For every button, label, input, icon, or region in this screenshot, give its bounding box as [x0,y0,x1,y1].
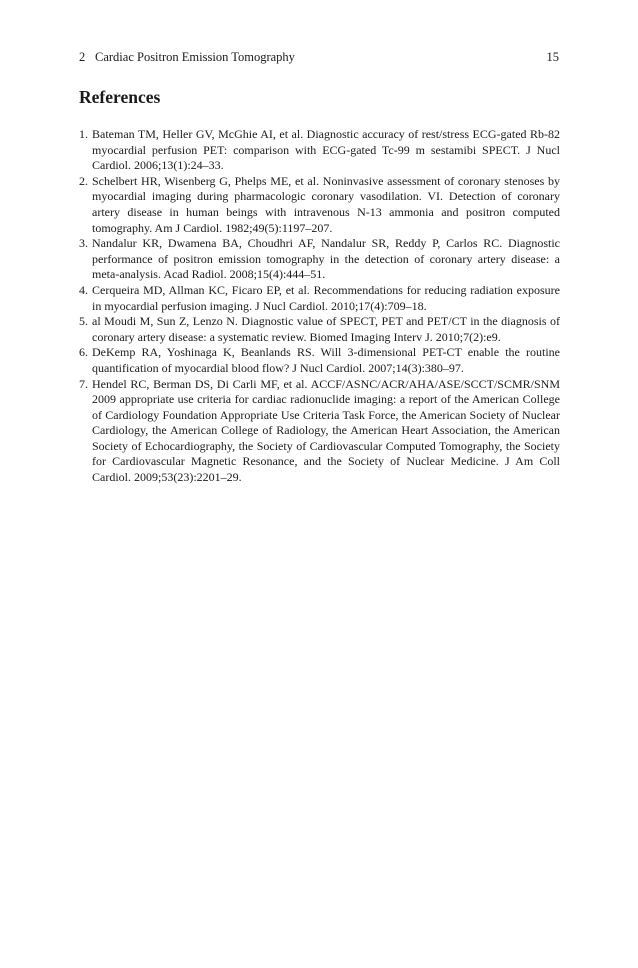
reference-item [79,345,560,376]
reference-text: DeKemp RA, Yoshinaga K, Beanlands RS. Will 3-dimensional PET-CT enable the routine quantification of myocardial blood flow? J Nucl Cardiol. 2007;14(3):380–97. [92,345,560,375]
reference-number: 3. [79,236,88,251]
section-heading: References [79,87,161,107]
reference-item [79,314,560,345]
reference-item [79,283,560,314]
reference-text: Nandalur KR, Dwamena BA, Choudhri AF, Nandalur SR, Reddy P, Carlos RC. Diagnostic performance of positron emission tomography in the detection of coronary artery disease: a meta-analysis. Acad Radiol. 2008;15(4):444–51. [92,236,560,282]
reference-number: 4. [79,282,88,297]
reference-text: Cerqueira MD, Allman KC, Ficaro EP, et al. Recommendations for reducing radiation exposure in myocardial perfusion imaging. J Nucl Cardiol. 2010;17(4):709–18. [92,282,560,313]
reference-item [79,377,560,486]
reference-item [79,236,560,283]
chapter-title: Cardiac Positron Emission Tomography [95,50,295,64]
reference-text: al Moudi M, Sun Z, Lenzo N. Diagnostic value of SPECT, PET and PET/CT in the diagnosis of coronary artery disease: a systematic review. Biomed Imaging Interv J. 2010;7(2):e9. [92,314,560,344]
reference-text: Schelbert HR, Wisenberg G, Phelps ME, et al. Noninvasive assessment of coronary stenoses by myocardial imaging during pharmacologic coronary vasodilation. VI. Detection of coronary artery disease in human beings with intravenous N-13 ammonia and positron computed tomography. Am J Cardiol. 1982;49(5):1197–207. [92,173,560,235]
reference-list [79,127,560,486]
reference-number: 2. [79,173,88,188]
reference-number: 1. [79,127,88,141]
reference-number: 5. [79,314,88,329]
reference-item [79,127,560,174]
chapter-number: 2 [79,50,86,64]
reference-item [79,174,560,236]
reference-number: 6. [79,345,88,360]
page-number: 15 [546,50,559,64]
reference-text: Hendel RC, Berman DS, Di Carli MF, et al. ACCF/ASNC/ACR/AHA/ASE/SCCT/SCMR/SNM 2009 appropriate use criteria for cardiac radionuclide imaging: a report of the American College of Cardiology Foundation Appropriate Use Criteria Task Force, the American Society of Nuclear Cardiology, the American College of Radiology, the American Heart Association, the American Society of Echocardiography, the Society of Cardiovascular Computed Tomography, the Society for Cardiovascular Magnetic Resonance, and the Society of Nuclear Medicine. J Am Coll Cardiol. 2009;53(23):2201–29. [92,376,560,485]
reference-text: Bateman TM, Heller GV, McGhie AI, et al. Diagnostic accuracy of rest/stress ECG-gated Rb-82 myocardial perfusion PET: comparison with ECG-gated Tc-99 m sestamibi SPECT. J Nucl Cardiol. 2006;13(1):24–33. [92,127,560,173]
running-head [79,50,559,68]
reference-number: 7. [79,376,88,391]
